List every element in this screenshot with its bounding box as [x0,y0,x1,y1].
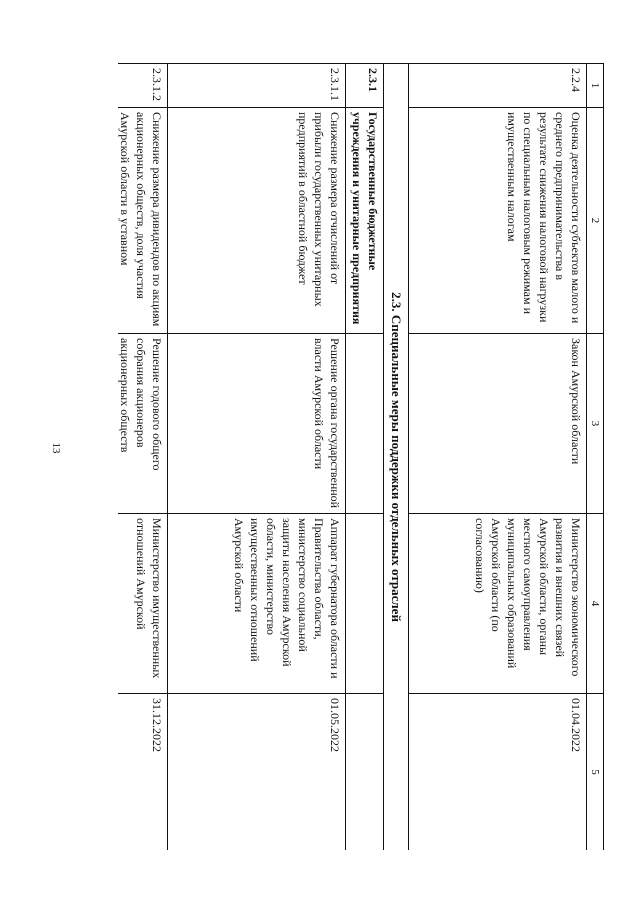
date-cell: 31.12.2022 [118,694,168,851]
subsection-row [346,64,384,851]
date-cell: 01.04.2022 [409,694,587,851]
date-cell: 01.05.2022 [168,694,346,851]
table-row [118,64,168,851]
document-page [118,63,604,850]
header-col-1: 1 [587,64,604,108]
page-number: 13 [50,442,62,454]
row-number: 2.2.4 [409,64,587,108]
table-row [409,64,587,851]
row-number: 2.3.1 [346,64,384,108]
measure-cell: Оценка деятельности субъектов малого и среднего предпринимательства в результате снижения налоговой нагрузки по специальным налоговым режимам и имущественным налогам [409,108,587,334]
executor-cell: Министерство имущественных отношений Амурской [118,514,168,694]
row-number: 2.3.1.2 [118,64,168,108]
header-row [587,64,604,851]
header-col-3: 3 [587,334,604,514]
document-cell: Решение органа государственной власти Амурской области [168,334,346,514]
section-title: 2.3. Специальные меры поддержки отдельных отраслей [384,64,409,851]
document-cell: Закон Амурской области [409,334,587,514]
header-col-4: 4 [587,514,604,694]
table-row [168,64,346,851]
measure-cell: Снижение размера отчислений от прибыли государственных унитарных предприятий в областной бюджет [168,108,346,334]
document-cell: Решение годового общего собрания акционеров акционерных обществ [118,334,168,514]
subsection-title: Государственные бюджетные учреждения и унитарные предприятия [346,108,384,334]
rotated-table-container [118,63,604,850]
row-number: 2.3.1.1 [168,64,346,108]
executor-cell: Министерство экономического развития и внешних связей Амурской области, органы местного самоуправления муниципальных образований Амурской области (по согласованию) [409,514,587,694]
measures-table [118,63,604,850]
header-col-2: 2 [587,108,604,334]
header-col-5: 5 [587,694,604,851]
section-heading-row [384,64,409,851]
executor-cell: Аппарат губернатора области и Правительства области, министерство социальной защиты населения Амурской области, министерство имущественных отношений Амурской области [168,514,346,694]
measure-cell: Снижение размера дивидендов по акциям акционерных обществ, доля участия Амурской области в уставном [118,108,168,334]
